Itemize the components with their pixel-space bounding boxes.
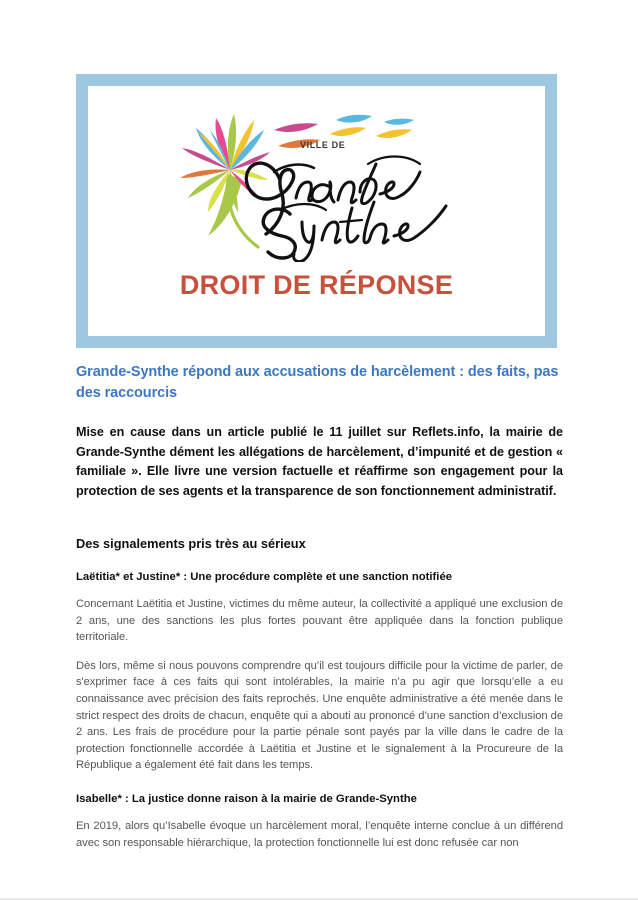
header-banner <box>76 74 557 348</box>
grande-synthe-flower-logo <box>162 102 472 262</box>
banner-inner <box>88 86 545 336</box>
logo-kicker-text: VILLE DE <box>299 140 345 150</box>
subsection-heading-isabelle: Isabelle* : La justice donne raison à la mairie de Grande-Synthe <box>76 792 417 805</box>
subsection-heading-laetitia-justine: Laëtitia* et Justine* : Une procédure complète et une sanction notifiée <box>76 571 453 583</box>
body-paragraph: Concernant Laëtitia et Justine, victimes du même auteur, la collectivité a appliqué une exclusion de 2 ans, une des sanctions les plus fortes pouvant être appliquée dans la fonction publique territoriale. <box>76 598 563 644</box>
logo-svg <box>162 102 472 262</box>
body-paragraph: Dès lors, même si nous pouvons comprendre qu’il est toujours difficile pour la victime de parler, de s'exprimer face à ces faits qui sont intolérables, la mairie n’a pu agir que lorsqu’elle a eu connaissance avec précision des faits reprochés. Une enquête administrative a été menée dans le strict respect des droits de chacun, enquête qui a abouti au prononcé d’une sanction d’exclusion de 2 ans. Les frais de procédure pour la partie pénale sont payés par la ville dans le cadre de la protection fonctionnelle accordée à Laëtitia et Justine et le signalement à la Procureure de la République a également été fait dans les temps. <box>76 659 564 772</box>
page-title: Grande-Synthe répond aux accusations de harcèlement : des faits, pas des raccourcis <box>76 364 559 401</box>
body-paragraph: En 2019, alors qu’Isabelle évoque un harcèlement moral, l’enquête interne conclue à un différend avec son responsable hiérarchique, la protection fonctionnelle lui est donc refusée car non <box>76 819 563 849</box>
droit-de-reponse-heading: DROIT DE RÉPONSE <box>179 270 454 300</box>
section-heading-signalements: Des signalements pris très au sérieux <box>76 536 306 551</box>
intro-paragraph: Mise en cause dans un article publié le 11 juillet sur Reflets.info, la mairie de Grande-Synthe dément les allégations de harcèlement, d’impunité et de gestion « familiale ». Elle livre une version factuelle et réaffirme son engagement pour la protection de ses agents et la transparence de son fonctionnement administratif. <box>76 425 563 498</box>
document-content <box>76 362 563 851</box>
